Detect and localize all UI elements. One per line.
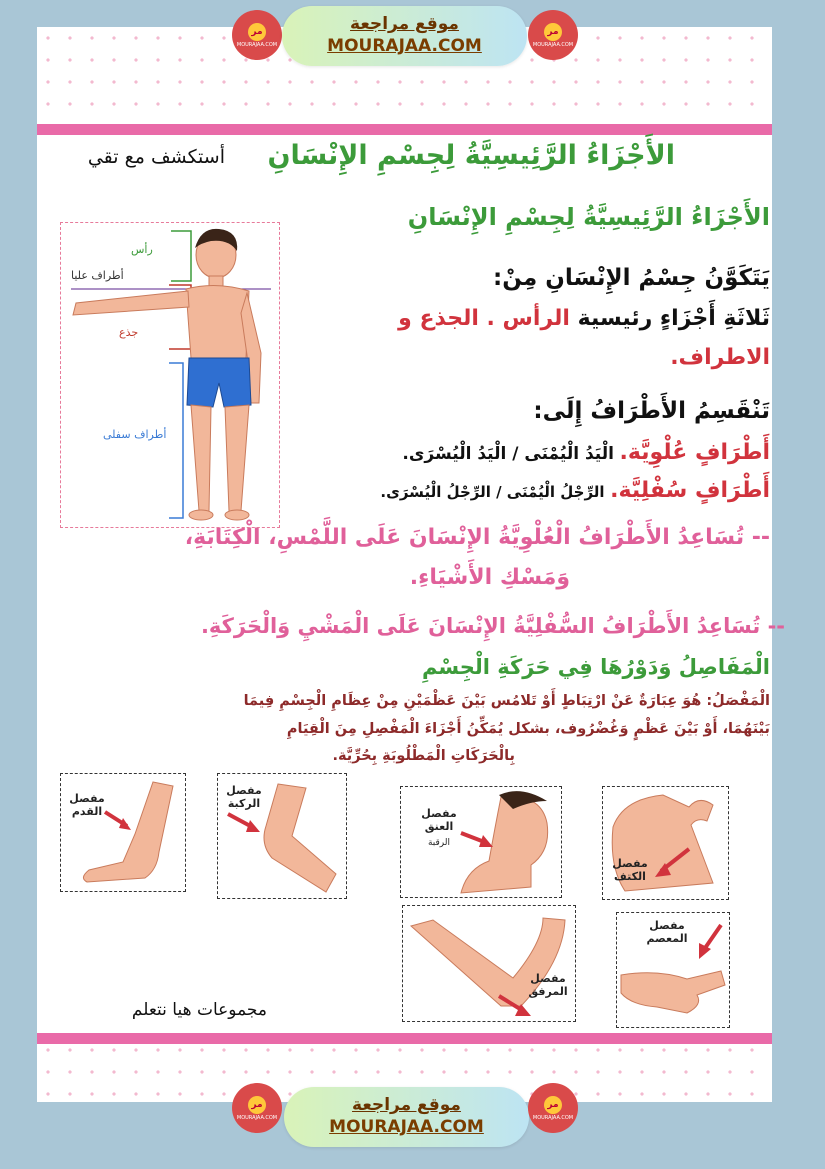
header-left-caption: أستكشف مع تقي — [87, 146, 225, 168]
logo-caption: MOURAJAA.COM — [532, 1114, 574, 1121]
label-head: رأس — [131, 243, 153, 256]
knee-joint-card — [217, 773, 347, 899]
upper-limbs-line — [402, 440, 770, 465]
knee-joint-label: مفصل الركبة — [226, 784, 262, 810]
logo-caption: MOURAJAA.COM — [532, 41, 574, 48]
body-intro: يَتَكَوَّنُ جِسْمُ الإِنْسَانِ مِنْ: — [493, 265, 770, 291]
main-title: الأَجْزَاءُ الرَّئِيسِيَّةُ لِجِسْمِ الإِنْسَانِ — [267, 140, 675, 171]
wrist-joint-label: مفصل المعصم — [646, 919, 688, 945]
lower-limbs-label: أَطْرَافٍ سُفْلِيَّة. — [610, 478, 770, 503]
site-name-ar: موقع مراجعة — [350, 14, 459, 34]
body-parts-end: الاطراف. — [670, 345, 770, 370]
ankle-joint-label: مفصل القدم — [69, 792, 105, 818]
site-logo-bottom-right[interactable]: مر MOURAJAA.COM — [528, 1083, 578, 1133]
elbow-joint-label: مفصل المرفق — [528, 972, 568, 998]
shoulder-joint-label: مفصل الكتف — [612, 857, 648, 883]
logo-caption: MOURAJAA.COM — [236, 41, 278, 48]
site-name-ar-bottom: موقع مراجعة — [352, 1095, 461, 1115]
site-logo-left[interactable]: مر MOURAJAA.COM — [232, 10, 282, 60]
body-parts-list: الرأس . الجذع و — [398, 306, 570, 331]
body-parts-line — [398, 306, 770, 331]
bottom-pink-band — [37, 1033, 772, 1044]
site-banner-top[interactable] — [282, 6, 527, 66]
site-domain[interactable]: MOURAJAA.COM — [327, 36, 482, 56]
body-parts-count: ثَلاثَةِ أَجْزَاءٍ رئيسية — [577, 306, 770, 331]
footer-credit: مجموعات هيا نتعلم — [131, 1000, 267, 1020]
neck-joint-label: مفصل العنق — [421, 807, 457, 833]
upper-limbs-function-cont: وَمَسْكِ الأَشْيَاءِ. — [409, 565, 570, 590]
elbow-illustration — [403, 906, 575, 1021]
lower-limbs-function: -- تُسَاعِدُ الأَطْرَافُ السُّفْلِيَّةُ الإِنْسَانَ عَلَى الْمَشْيِ وَالْحَرَكَةِ. — [200, 614, 785, 638]
upper-limbs-label: أَطْرَافٍ عُلْوِيَّة. — [619, 440, 770, 465]
lower-limbs-detail: الرِّجْلُ الْيُمْنَى / الرِّجْلُ الْيُسْرَى. — [380, 483, 605, 501]
joints-heading: الْمَفَاصِلُ وَدَوْرُهَا فِي حَرَكَةِ الْجِسْمِ — [421, 655, 770, 679]
upper-limbs-function: -- تُسَاعِدُ الأَطْرَافُ الْعُلْوِيَّةُ الإِنْسَانَ عَلَى اللَّمْسِ، الْكِتَابَةِ، — [184, 525, 770, 550]
neck-joint-card — [400, 786, 562, 898]
joint-definition-3: بِالْحَرَكَاتِ الْمَطْلُوبَةِ بِحُرِّيَّة. — [332, 748, 515, 764]
label-trunk: جذع — [119, 326, 139, 339]
wrist-joint-card — [616, 912, 730, 1028]
elbow-joint-card — [402, 905, 576, 1022]
joint-definition-2: بَيْنَهُمَا، أَوْ بَيْنَ عَظْمٍ وَغُضْرُوف، بشكل يُمَكِّنُ أَجْزَاءَ الْمَفْصِلِ مِنَ الْقِيَامِ — [286, 721, 770, 737]
top-pink-band — [37, 124, 772, 135]
shoulder-joint-card — [602, 786, 729, 900]
site-logo-right[interactable]: مر MOURAJAA.COM — [528, 10, 578, 60]
logo-caption: MOURAJAA.COM — [236, 1114, 278, 1121]
site-banner-bottom[interactable] — [284, 1087, 529, 1147]
limbs-intro: تَنْقَسِمُ الأَطْرَافُ إِلَى: — [533, 398, 770, 424]
lower-limbs-line — [380, 478, 770, 503]
site-logo-bottom-left[interactable]: مر MOURAJAA.COM — [232, 1083, 282, 1133]
label-upper-limbs: أطراف عليا — [71, 269, 124, 282]
body-diagram — [60, 222, 280, 528]
upper-limbs-detail: الْيَدُ الْيُمْنَى / الْيَدُ الْيُسْرَى. — [402, 444, 614, 464]
joint-definition-1: الْمَفْصَلُ: هُوَ عِبَارَةٌ عَنْ ارْتِبَاطٍ أَوْ تَلامُس بَيْنَ عَظْمَيْنِ مِنْ عِظَامِ الْجِسْمِ فِيمَا — [243, 693, 770, 709]
label-lower-limbs: أطراف سفلى — [103, 428, 167, 441]
site-domain-bottom[interactable]: MOURAJAA.COM — [329, 1117, 484, 1137]
ankle-joint-card — [60, 773, 186, 892]
section-subtitle: الأَجْزَاءُ الرَّئِيسِيَّةُ لِجِسْمِ الإِنْسَانِ — [407, 203, 770, 231]
neck-sub-label: الرقبة — [427, 838, 451, 848]
